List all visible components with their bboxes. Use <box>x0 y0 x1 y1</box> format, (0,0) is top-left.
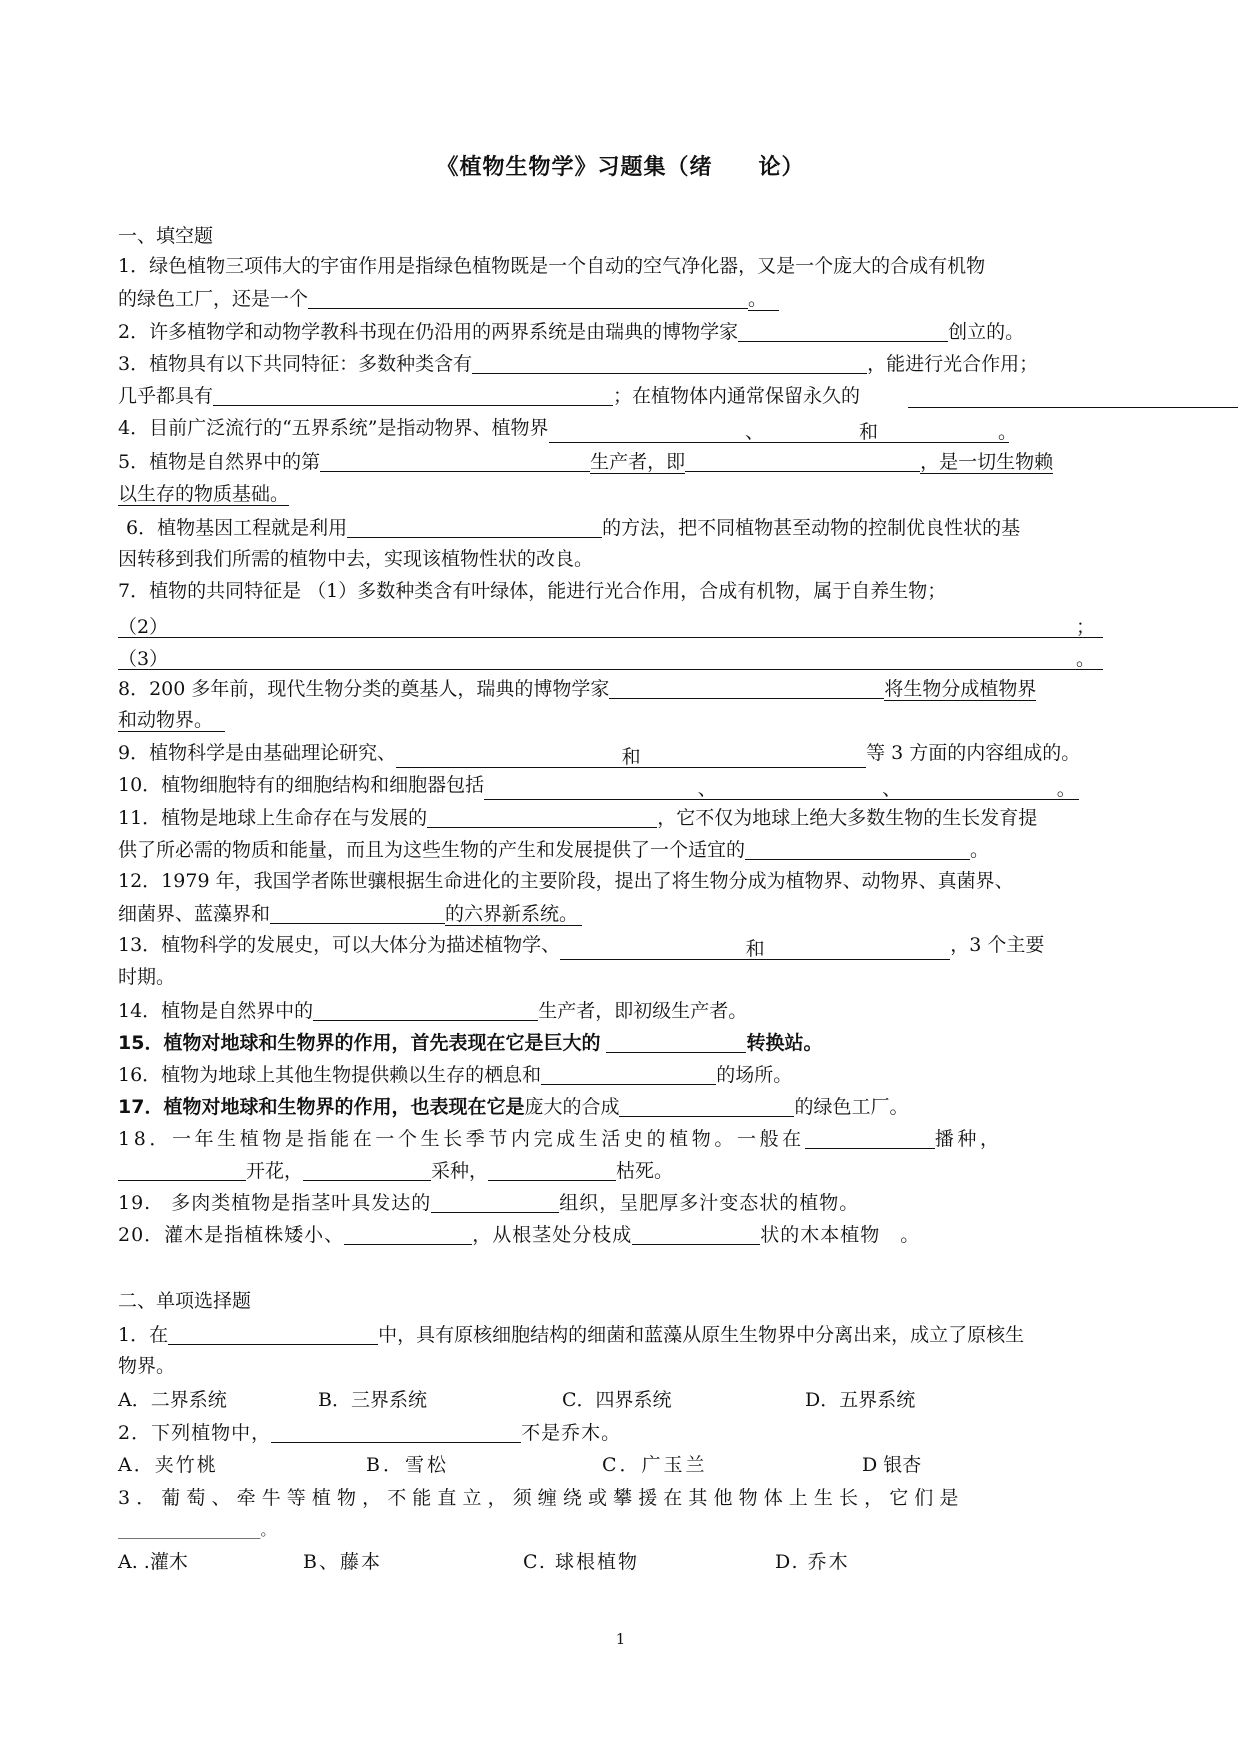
q8-line2: 和动物界。 <box>118 709 225 732</box>
q18-seed: 采种， <box>431 1160 489 1182</box>
q2-text: 2．许多植物学和动物学教科书现在仍沿用的两界系统是由瑞典的博物学家 <box>118 321 739 343</box>
q20-blank-1[interactable] <box>344 1220 472 1245</box>
q9-text: 9．植物科学是由基础理论研究、 <box>118 742 397 764</box>
q8-text: 8．200 多年前，现代生物分类的奠基人，瑞典的博物学家 <box>118 678 610 700</box>
question-10 <box>118 771 1128 800</box>
question-3-line-1 <box>118 349 1128 378</box>
q13-and: 和 <box>745 938 765 960</box>
q8-blank[interactable] <box>609 674 884 699</box>
question-15 <box>118 1028 1128 1057</box>
page-title: 《植物生物学》习题集（绪 论） <box>436 155 805 180</box>
q11-text: 11．植物是地球上生命存在与发展的 <box>118 807 428 829</box>
question-13-line-1 <box>118 931 1128 960</box>
q14-blank[interactable] <box>313 996 538 1021</box>
q18-blank-1[interactable] <box>805 1124 935 1149</box>
q19-tail: 组织，呈肥厚多汁变态状的植物。 <box>559 1192 860 1214</box>
q3-mid: ，能进行光合作用； <box>867 353 1039 375</box>
q18-text: 18．一年生植物是指能在一个生长季节内完成生活史的植物。一般在 <box>118 1128 805 1150</box>
q10-sep-1: 、 <box>697 778 708 800</box>
choice-1-line-1 <box>118 1320 1128 1349</box>
question-20 <box>118 1220 1128 1249</box>
question-17 <box>118 1092 1128 1121</box>
q2-tail: 创立的。 <box>948 321 1025 343</box>
q9-and: 和 <box>621 746 641 768</box>
q5-line2: 以生存的物质基础。 <box>118 483 290 505</box>
q16-tail: 的场所。 <box>716 1064 793 1086</box>
q6-text: 6．植物基因工程就是利用 <box>126 517 348 539</box>
q18-blank-4[interactable] <box>488 1156 616 1181</box>
q3-text: 3．植物具有以下共同特征：多数种类含有 <box>118 353 473 375</box>
question-8-line-1 <box>118 674 1128 703</box>
q4-blank[interactable] <box>549 418 1018 443</box>
question-9 <box>118 739 1128 768</box>
q7-period: 。 <box>1075 648 1095 670</box>
q3-blank-2[interactable] <box>213 381 613 406</box>
choice-3-option-b[interactable]: B、藤本 <box>303 1551 382 1573</box>
q7-blank-2[interactable] <box>118 613 1103 638</box>
question-12-line-2 <box>118 899 1128 928</box>
q17-text: 17．植物对地球和生物界的作用，也表现在它是 <box>118 1096 525 1118</box>
choice-1-option-c[interactable]: C．四界系统 <box>562 1389 672 1411</box>
q13-blank[interactable] <box>560 935 950 960</box>
q14-tail: 生产者，即初级生产者。 <box>538 1000 748 1022</box>
question-11-line-2 <box>118 835 1128 864</box>
q1-period: 。 <box>748 288 779 311</box>
q11-period: 。 <box>970 839 990 861</box>
question-13-line-2: 时期。 <box>118 966 176 988</box>
q11-blank-1[interactable] <box>427 803 657 828</box>
question-18-line-2 <box>118 1156 1128 1185</box>
choice-1-option-b[interactable]: B．三界系统 <box>318 1389 427 1411</box>
m2-text: 2．下列植物中， <box>118 1422 272 1444</box>
question-6-line-2: 因转移到我们所需的植物中去，实现该植物性状的改良。 <box>118 548 594 570</box>
q15-tail: 转换站。 <box>746 1032 823 1054</box>
q3-text-3: ；在植物体内通常保留永久的 <box>613 385 861 407</box>
q20-text: 20．灌木是指植株矮小、 <box>118 1224 345 1246</box>
q15-blank[interactable] <box>606 1028 746 1053</box>
q13-tail: ，3 个主要 <box>950 934 1045 956</box>
section-heading-fill-in: 一、填空题 <box>118 225 214 247</box>
q7-semicolon: ； <box>1075 616 1095 638</box>
q12-text: 细菌界、蓝藻界和 <box>118 903 271 925</box>
q5-text: 5．植物是自然界中的第 <box>118 451 321 473</box>
q1-text: 的绿色工厂，还是一个 <box>118 288 309 310</box>
q5-blank-1[interactable] <box>320 447 590 472</box>
choice-1-line-2: 物界。 <box>118 1355 176 1377</box>
q6-blank[interactable] <box>347 513 602 538</box>
q4-period: 。 <box>998 421 1018 443</box>
q10-blank[interactable] <box>484 775 1079 800</box>
q11-text-2: 供了所必需的物质和能量，而且为这些生物的产生和发展提供了一个适宜的 <box>118 839 746 861</box>
q4-text: 4．目前广泛流行的“五界系统”是指动物界、植物界 <box>118 417 549 439</box>
q19-text: 19. 多肉类植物是指茎叶具发达的 <box>118 1192 432 1214</box>
q10-period: 。 <box>1056 778 1076 800</box>
q20-blank-2[interactable] <box>632 1220 760 1245</box>
question-1-line-1: 1．绿色植物三项伟大的宇宙作用是指绿色植物既是一个自动的空气净化器，又是一个庞大的合成有机物 <box>118 255 986 277</box>
q20-tail: 状的木本植物 。 <box>760 1224 921 1246</box>
q10-sep-2: 、 <box>882 778 892 800</box>
choice-3-line-2[interactable]: ___________________。 <box>118 1521 276 1539</box>
q16-blank[interactable] <box>541 1060 716 1085</box>
question-2 <box>118 317 1128 346</box>
q5-tail: ，是一切生物赖 <box>920 451 1054 473</box>
q9-blank[interactable] <box>396 743 866 768</box>
q20-mid: ，从根茎处分枝成 <box>472 1224 633 1246</box>
section-heading-single-choice: 二、单项选择题 <box>118 1290 252 1312</box>
q13-text: 13．植物科学的发展史，可以大体分为描述植物学、 <box>118 934 561 956</box>
m1-blank[interactable] <box>168 1320 378 1345</box>
choice-1-option-d[interactable]: D．五界系统 <box>805 1389 916 1411</box>
q5-blank-2[interactable] <box>685 447 920 472</box>
q1-blank[interactable] <box>308 284 748 309</box>
q3-blank-1[interactable] <box>472 349 867 374</box>
page-number: 1 <box>615 1630 626 1648</box>
q17-tail: 的绿色工厂。 <box>794 1096 909 1118</box>
question-5-line-1 <box>118 447 1128 476</box>
q18-wither: 枯死。 <box>616 1160 674 1182</box>
q18-blank-3[interactable] <box>303 1156 431 1181</box>
choice-3-option-a[interactable]: A. .灌木 <box>118 1551 188 1573</box>
q8-tail: 将生物分成植物界 <box>884 678 1037 700</box>
q3-blank-3[interactable] <box>908 406 1238 408</box>
q5-mid: 生产者，即 <box>590 451 686 473</box>
q15-text: 15．植物对地球和生物界的作用，首先表现在它是巨大的 <box>118 1032 601 1054</box>
q10-text: 10．植物细胞特有的细胞结构和细胞器包括 <box>118 774 485 796</box>
choice-2-option-d[interactable]: D 银杏 <box>862 1454 922 1476</box>
q19-blank[interactable] <box>431 1188 559 1213</box>
q12-blank[interactable] <box>270 899 445 924</box>
question-19 <box>118 1188 1128 1217</box>
q17-mid: 庞大的合成 <box>524 1096 620 1118</box>
q11-mid: ，它不仅为地球上绝大多数生物的生长发育提 <box>657 807 1038 829</box>
question-12-line-1: 12．1979 年，我国学者陈世骧根据生命进化的主要阶段，提出了将生物分成为植物界、动物界、真菌界、 <box>118 870 1014 892</box>
m1-tail: 中，具有原核细胞结构的细菌和蓝藻从原生生物界中分离出来，成立了原核生 <box>378 1324 1025 1346</box>
q18-flower: 开花， <box>246 1160 304 1182</box>
choice-1-option-a[interactable]: A．二界系统 <box>118 1389 227 1411</box>
choice-2-option-b[interactable]: B．雪松 <box>366 1454 449 1476</box>
question-1-line-2 <box>118 284 1128 313</box>
question-11-line-1 <box>118 803 1128 832</box>
choice-2-option-a[interactable]: A．夹竹桃 <box>118 1454 218 1476</box>
question-7-line-2 <box>118 609 1128 638</box>
choice-3-line-1: 3．葡萄、牵牛等植物，不能直立，须缠绕或攀援在其他物体上生长，它们是 <box>118 1487 965 1509</box>
choice-3-option-c[interactable]: C. 球根植物 <box>523 1551 639 1573</box>
q4-sep-1: 、 <box>745 421 765 443</box>
q6-tail: 的方法，把不同植物甚至动物的控制优良性状的基 <box>602 517 1021 539</box>
q7-blank-3[interactable] <box>118 645 1103 670</box>
question-18-line-1 <box>118 1124 1128 1153</box>
question-6-line-1 <box>126 513 1136 542</box>
q14-text: 14．植物是自然界中的 <box>118 1000 314 1022</box>
question-8-line-2 <box>118 706 1128 734</box>
q18-blank-2[interactable] <box>118 1156 246 1181</box>
question-7-line-1: 7．植物的共同特征是 （1）多数种类含有叶绿体，能进行光合作用，合成有机物，属于自养生物； <box>118 580 947 602</box>
question-5-line-2 <box>118 480 1128 508</box>
q18-sow: 播种， <box>934 1128 1003 1150</box>
m1-text: 1．在 <box>118 1324 169 1346</box>
q7-num-2: （2） <box>118 616 169 638</box>
choice-3-option-d[interactable]: D. 乔木 <box>775 1551 850 1573</box>
choice-2-option-c[interactable]: C．广玉兰 <box>602 1454 708 1476</box>
q12-tail: 的六界新系统。 <box>445 903 582 926</box>
choice-2 <box>118 1418 1128 1447</box>
q7-num-3: （3） <box>118 648 169 670</box>
q16-text: 16．植物为地球上其他生物提供赖以生存的栖息和 <box>118 1064 542 1086</box>
m2-tail: 不是乔木。 <box>521 1422 622 1444</box>
q17-blank[interactable] <box>619 1092 794 1117</box>
q11-blank-2[interactable] <box>745 835 970 860</box>
question-4 <box>118 414 1128 443</box>
q2-blank[interactable] <box>738 317 948 342</box>
question-7-line-3 <box>118 641 1128 670</box>
question-14 <box>118 996 1128 1025</box>
m2-blank[interactable] <box>271 1418 521 1443</box>
q3-text-2: 几乎都具有 <box>118 385 214 407</box>
q4-and: 和 <box>859 421 879 443</box>
question-16 <box>118 1060 1128 1089</box>
q9-tail: 等 3 方面的内容组成的。 <box>866 742 1081 764</box>
